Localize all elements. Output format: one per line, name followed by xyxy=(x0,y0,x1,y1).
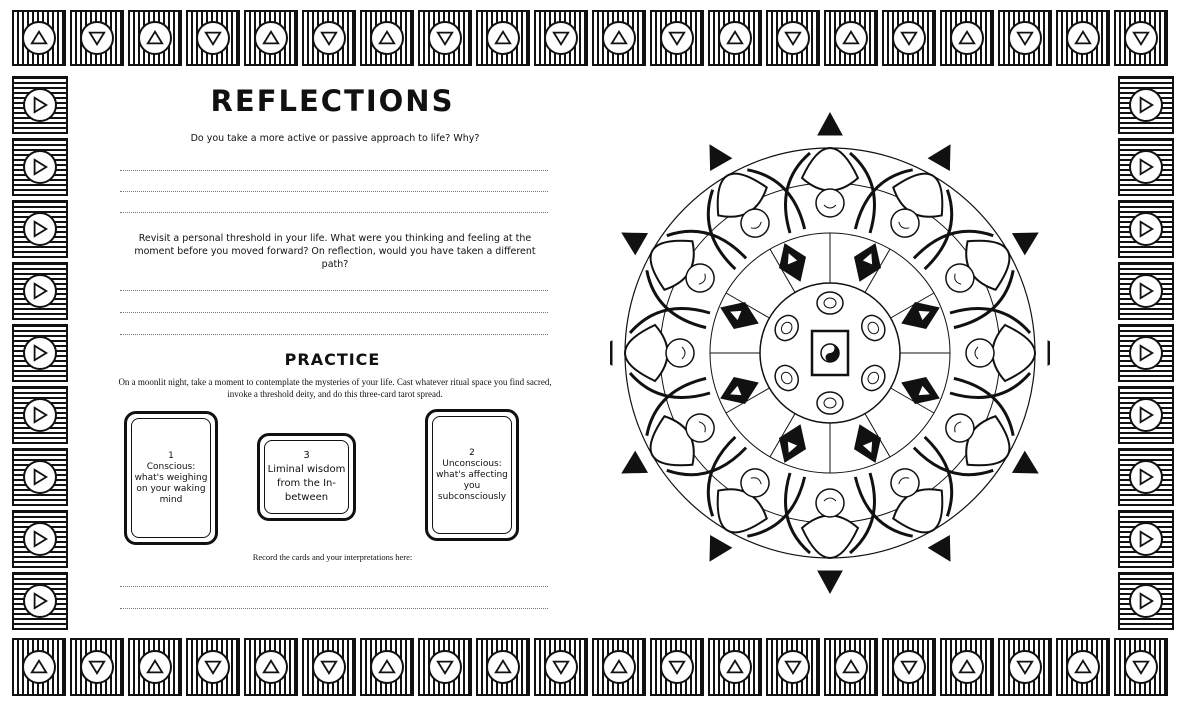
triangle-up-icon xyxy=(138,650,172,684)
triangle-up-icon xyxy=(602,21,636,55)
border-tile xyxy=(186,10,240,66)
border-tile xyxy=(12,138,68,196)
mandala-part xyxy=(1013,452,1044,484)
mandala-part xyxy=(857,311,889,345)
border-tile xyxy=(1118,76,1174,134)
triangle-up-icon xyxy=(486,21,520,55)
question-2: Revisit a personal threshold in your life. What were you thinking and feeling at the moment before you moved forward? On reflection, would you have taken a different path? xyxy=(134,233,536,270)
journal-page xyxy=(80,78,585,630)
border-tile xyxy=(418,10,472,66)
border-tile xyxy=(1118,572,1174,630)
mandala-part xyxy=(857,361,889,395)
border-tile xyxy=(592,638,646,696)
mandala-part xyxy=(929,139,961,170)
border-tile xyxy=(302,638,356,696)
border-tile xyxy=(186,638,240,696)
mandala-flower xyxy=(817,392,843,414)
border-tile xyxy=(360,10,414,66)
triangle-up-icon xyxy=(370,650,404,684)
triangle-down-icon xyxy=(428,21,462,55)
border-tile xyxy=(360,638,414,696)
border-tile xyxy=(1056,638,1110,696)
triangle-right-icon xyxy=(23,398,57,432)
triangle-down-icon xyxy=(80,21,114,55)
triangle-up-icon xyxy=(834,650,868,684)
tarot-card-3 xyxy=(257,433,356,521)
border-tile xyxy=(12,76,68,134)
triangle-right-icon xyxy=(1129,460,1163,494)
triangle-right-icon xyxy=(23,336,57,370)
border-tile xyxy=(650,638,704,696)
triangle-down-icon xyxy=(80,650,114,684)
border-tile xyxy=(12,386,68,444)
border-tile xyxy=(1114,638,1168,696)
triangle-up-icon xyxy=(834,21,868,55)
triangle-up-icon xyxy=(486,650,520,684)
border-tile xyxy=(998,638,1052,696)
border-tile xyxy=(128,638,182,696)
border-tile xyxy=(1114,10,1168,66)
mandala-part xyxy=(817,292,843,314)
mandala-part xyxy=(610,341,612,365)
triangle-right-icon xyxy=(1129,398,1163,432)
border-tile xyxy=(1118,200,1174,258)
triangle-up-icon xyxy=(718,650,752,684)
triangle-down-icon xyxy=(1124,650,1158,684)
mandala-part xyxy=(616,452,647,484)
triangle-up-icon xyxy=(254,21,288,55)
border-tile xyxy=(12,324,68,382)
border-tile xyxy=(70,10,124,66)
triangle-right-icon xyxy=(23,274,57,308)
border-tile xyxy=(824,638,878,696)
mandala-part xyxy=(1048,341,1050,365)
triangle-up-icon xyxy=(22,21,56,55)
border-tile xyxy=(12,10,66,66)
border-tile xyxy=(998,10,1052,66)
triangle-up-icon xyxy=(950,21,984,55)
triangle-right-icon xyxy=(23,88,57,122)
mandala-part xyxy=(700,536,732,567)
mandala-part xyxy=(816,189,844,217)
mandala-part xyxy=(771,361,803,395)
mandala-part xyxy=(616,223,647,255)
triangle-down-icon xyxy=(312,21,346,55)
triangle-right-icon xyxy=(1129,522,1163,556)
left-border xyxy=(10,74,72,634)
border-tile xyxy=(592,10,646,66)
triangle-down-icon xyxy=(660,21,694,55)
triangle-down-icon xyxy=(1124,21,1158,55)
triangle-right-icon xyxy=(1129,150,1163,184)
border-tile xyxy=(1118,138,1174,196)
writing-line[interactable] xyxy=(120,334,548,335)
border-tile xyxy=(766,638,820,696)
mandala-part xyxy=(817,392,843,414)
triangle-down-icon xyxy=(660,650,694,684)
mandala-part xyxy=(818,113,842,135)
triangle-down-icon xyxy=(1008,650,1042,684)
triangle-up-icon xyxy=(370,21,404,55)
top-border xyxy=(10,8,1182,70)
border-tile xyxy=(12,510,68,568)
question-1: Do you take a more active or passive approach to life? Why? xyxy=(190,133,480,144)
border-tile xyxy=(1118,448,1174,506)
triangle-up-icon xyxy=(254,650,288,684)
bottom-border xyxy=(10,636,1182,700)
mandala-flower xyxy=(857,311,889,345)
card-number: 3 xyxy=(303,450,310,461)
triangle-right-icon xyxy=(1129,212,1163,246)
border-tile xyxy=(882,638,936,696)
border-tile xyxy=(708,638,762,696)
triangle-up-icon xyxy=(138,21,172,55)
border-tile xyxy=(766,10,820,66)
triangle-down-icon xyxy=(544,650,578,684)
triangle-right-icon xyxy=(1129,274,1163,308)
triangle-down-icon xyxy=(776,650,810,684)
right-border xyxy=(1116,74,1178,634)
triangle-right-icon xyxy=(1129,88,1163,122)
triangle-right-icon xyxy=(23,150,57,184)
border-tile xyxy=(824,10,878,66)
border-tile xyxy=(940,638,994,696)
triangle-up-icon xyxy=(950,650,984,684)
border-tile xyxy=(12,572,68,630)
border-tile xyxy=(244,638,298,696)
writing-line[interactable] xyxy=(120,290,548,291)
mandala-part xyxy=(666,339,694,367)
border-tile xyxy=(70,638,124,696)
triangle-right-icon xyxy=(23,522,57,556)
triangle-up-icon xyxy=(1066,21,1100,55)
triangle-right-icon xyxy=(1129,584,1163,618)
mandala-part xyxy=(818,571,842,593)
writing-line[interactable] xyxy=(120,586,548,587)
border-tile xyxy=(476,10,530,66)
writing-line[interactable] xyxy=(120,191,548,192)
mandala-flower xyxy=(817,292,843,314)
mandala-part xyxy=(966,339,994,367)
mandala-flower xyxy=(857,361,889,395)
triangle-up-icon xyxy=(718,21,752,55)
triangle-right-icon xyxy=(1129,336,1163,370)
writing-line[interactable] xyxy=(120,212,548,213)
border-tile xyxy=(1118,510,1174,568)
border-tile xyxy=(1056,10,1110,66)
page-title: REFLECTIONS xyxy=(210,84,455,118)
card-text: Liminal wisdom from the In-between xyxy=(267,464,346,503)
card-number: 1 xyxy=(168,450,174,461)
triangle-down-icon xyxy=(892,650,926,684)
mandala-illustration xyxy=(610,88,1050,618)
mandala-part xyxy=(816,489,844,517)
border-tile xyxy=(650,10,704,66)
triangle-down-icon xyxy=(544,21,578,55)
mandala-part xyxy=(929,536,961,567)
border-tile xyxy=(476,638,530,696)
border-tile xyxy=(12,200,68,258)
triangle-up-icon xyxy=(1066,650,1100,684)
border-tile xyxy=(12,262,68,320)
tarot-card-1 xyxy=(124,411,218,545)
practice-instructions: On a moonlit night, take a moment to contemplate the mysteries of your life. Cast whatever ritual space you find sacred, invoke a threshold deity, and do this three-card tarot spread. xyxy=(118,377,552,399)
border-tile xyxy=(12,638,66,696)
border-tile xyxy=(708,10,762,66)
practice-title: PRACTICE xyxy=(284,350,381,369)
triangle-down-icon xyxy=(1008,21,1042,55)
mandala-part xyxy=(1013,223,1044,255)
mandala-part xyxy=(700,139,732,170)
triangle-up-icon xyxy=(22,650,56,684)
writing-line[interactable] xyxy=(120,608,548,609)
border-tile xyxy=(1118,324,1174,382)
triangle-down-icon xyxy=(196,650,230,684)
border-tile xyxy=(418,638,472,696)
border-tile xyxy=(882,10,936,66)
mandala-part xyxy=(771,311,803,345)
tarot-card-2 xyxy=(425,409,519,541)
writing-line[interactable] xyxy=(120,312,548,313)
border-tile xyxy=(1118,262,1174,320)
record-prompt: Record the cards and your interpretations here: xyxy=(252,552,413,562)
border-tile xyxy=(534,638,588,696)
card-text: Unconscious: what's affecting you subconsciously xyxy=(436,458,508,502)
border-tile xyxy=(128,10,182,66)
card-text: Conscious: what's weighing on your waking mind xyxy=(134,461,208,505)
border-tile xyxy=(244,10,298,66)
card-number: 2 xyxy=(469,447,475,458)
border-tile xyxy=(940,10,994,66)
border-tile xyxy=(302,10,356,66)
triangle-right-icon xyxy=(23,460,57,494)
border-tile xyxy=(12,448,68,506)
triangle-up-icon xyxy=(602,650,636,684)
triangle-down-icon xyxy=(428,650,462,684)
triangle-down-icon xyxy=(776,21,810,55)
triangle-down-icon xyxy=(892,21,926,55)
writing-line[interactable] xyxy=(120,170,548,171)
mandala-flower xyxy=(771,361,803,395)
triangle-right-icon xyxy=(23,584,57,618)
triangle-down-icon xyxy=(312,650,346,684)
border-tile xyxy=(534,10,588,66)
border-tile xyxy=(1118,386,1174,444)
triangle-down-icon xyxy=(196,21,230,55)
triangle-right-icon xyxy=(23,212,57,246)
mandala-flower xyxy=(771,311,803,345)
